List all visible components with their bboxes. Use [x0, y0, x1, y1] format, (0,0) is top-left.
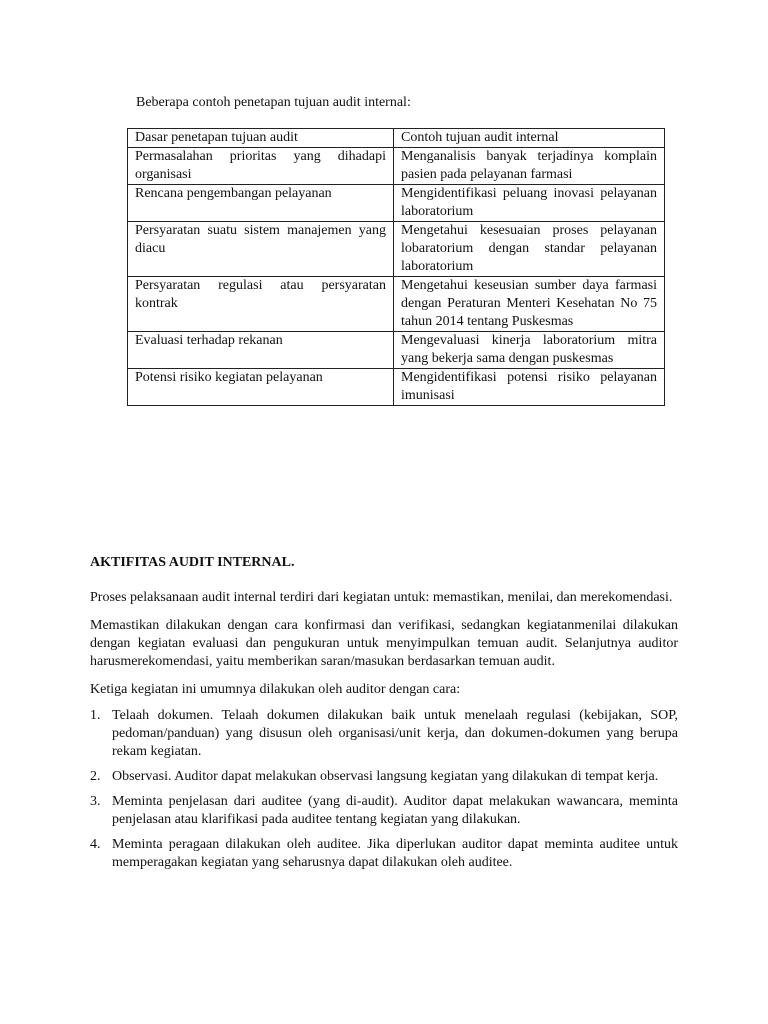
list-number: 1.: [90, 708, 101, 723]
list-item: [90, 836, 678, 872]
paragraph: Memastikan dilakukan dengan cara konfirmasi dan verifikasi, sedangkan kegiatanmenilai dilakukan dengan kegiatan evaluasi dan pengukuran untuk menyimpulkan temuan audit. Selanjutnya auditor harusmerekomendasi, yaitu memberikan saran/masukan berdasarkan temuan audit.: [90, 618, 678, 669]
table-cell-basis: Evaluasi terhadap rekanan: [128, 332, 394, 369]
table-row: [128, 185, 665, 222]
list-number: 3.: [90, 794, 101, 809]
list-number: 4.: [90, 837, 101, 852]
paragraph: Proses pelaksanaan audit internal terdiri dari kegiatan untuk: memastikan, menilai, dan merekomendasi.: [90, 590, 673, 605]
list-item-text: Meminta peragaan dilakukan oleh auditee. Jika diperlukan auditor dapat meminta auditee untuk memperagakan kegiatan yang seharusnya dapat dilakukan oleh auditee.: [112, 837, 678, 870]
paragraph: Ketiga kegiatan ini umumnya dilakukan oleh auditor dengan cara:: [90, 682, 461, 697]
table-cell-basis: Persyaratan suatu sistem manajemen yang diacu: [128, 222, 394, 277]
table-cell-example: Mengetahui kesesuaian proses pelayanan lobaratorium dengan standar pelayanan laboratorium: [394, 222, 665, 277]
table-row: [128, 222, 665, 277]
audit-objectives-table: [127, 128, 665, 406]
table-cell-example: Mengidentifikasi peluang inovasi pelayanan laboratorium: [394, 185, 665, 222]
section-heading: AKTIFITAS AUDIT INTERNAL.: [90, 555, 295, 570]
column-header-basis: Dasar penetapan tujuan audit: [128, 129, 394, 148]
table-row: [128, 277, 665, 332]
table-cell-example: Mengetahui keseusian sumber daya farmasi dengan Peraturan Menteri Kesehatan No 75 tahun 2014 tentang Puskesmas: [394, 277, 665, 332]
list-item-text: Telaah dokumen. Telaah dokumen dilakukan baik untuk menelaah regulasi (kebijakan, SOP, pedoman/panduan) yang disusun oleh organisasi/unit kerja, dan dokumen-dokumen yang berupa rekam kegiatan.: [112, 708, 678, 759]
table-row: [128, 369, 665, 406]
list-item-text: Meminta penjelasan dari auditee (yang di-audit). Auditor dapat melakukan wawancara, meminta penjelasan atau klarifikasi pada auditee tentang kegiatan yang dilakukan.: [112, 794, 678, 827]
list-item: [90, 768, 678, 786]
table-row: [128, 148, 665, 185]
section-body: [90, 589, 678, 879]
list-number: 2.: [90, 769, 101, 784]
table-cell-example: Menganalisis banyak terjadinya komplain pasien pada pelayanan farmasi: [394, 148, 665, 185]
list-item: [90, 707, 678, 761]
table-header-row: [128, 129, 665, 148]
table-cell-basis: Rencana pengembangan pelayanan: [128, 185, 394, 222]
table-cell-basis: Potensi risiko kegiatan pelayanan: [128, 369, 394, 406]
table-row: [128, 332, 665, 369]
table-cell-basis: Persyaratan regulasi atau persyaratan kontrak: [128, 277, 394, 332]
column-header-example: Contoh tujuan audit internal: [394, 129, 665, 148]
table-cell-basis: Permasalahan prioritas yang dihadapi organisasi: [128, 148, 394, 185]
table-cell-example: Mengevaluasi kinerja laboratorium mitra yang bekerja sama dengan puskesmas: [394, 332, 665, 369]
table-intro: Beberapa contoh penetapan tujuan audit internal:: [136, 95, 411, 110]
list-item-text: Observasi. Auditor dapat melakukan observasi langsung kegiatan yang dilakukan di tempat kerja.: [112, 769, 659, 784]
table-cell-example: Mengidentifikasi potensi risiko pelayanan imunisasi: [394, 369, 665, 406]
method-list: [90, 707, 678, 872]
list-item: [90, 793, 678, 829]
